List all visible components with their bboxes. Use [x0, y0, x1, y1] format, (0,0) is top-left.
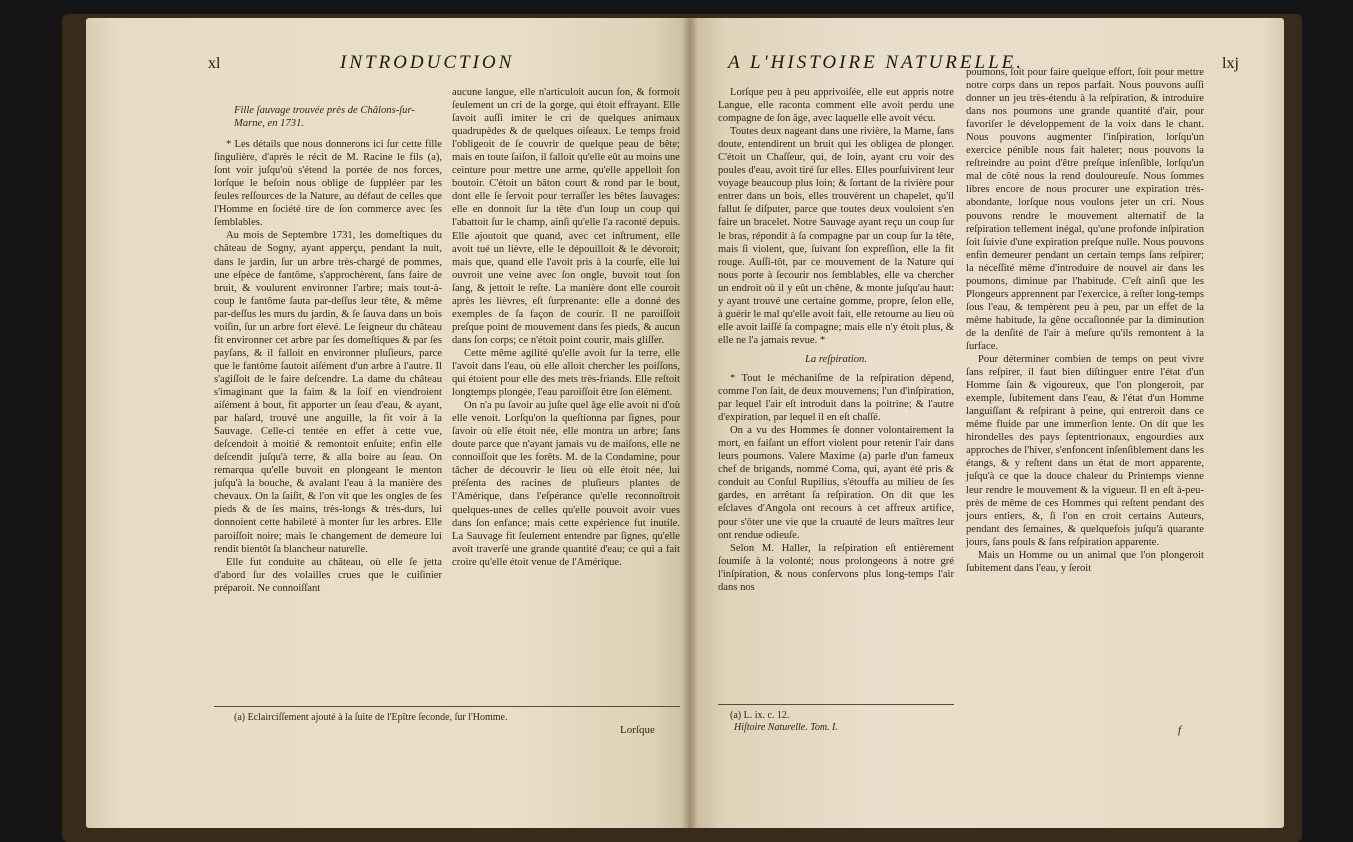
section-subheading: La reſpiration.: [804, 353, 867, 365]
right-footnote-title: Hiſtoire Naturelle. Tom. I.: [734, 722, 838, 733]
paragraph: * Les détails que nous donnerons ici ſur cette fille ſingulière, d'après le récit de M. Racine le fils (a), ſont voir juſqu'où s'étend la portée de nos forces, lorſque le beſoin nous oblige de ſuppléer par les ſeules reſſources de la Nature, au défaut de celles que l'Homme en ſociété tire de ſon commerce avec ſes ſemblables.: [214, 139, 442, 229]
paragraph: Selon M. Haller, la reſpiration eſt entièrement ſoumiſe à la volonté; nous prolongeons à notre gré l'inſpiration, & nous conſervons plus long-temps l'air dans nos: [718, 542, 954, 593]
paragraph: Mais un Homme ou un animal que l'on plongeroit ſubitement dans l'eau, y ſeroit: [966, 549, 1204, 574]
book-gutter: [682, 18, 698, 828]
paragraph: Pour déterminer combien de temps on peut vivre ſans reſpirer, il faut bien diſtinguer entre l'état d'un Homme ſain & vigoureux, que l'on plongeroit, par exemple, ſubitement dans l'eau, & l'état d'un Homme languiſſant & reſpirant à peine, qui entreroit dans ce même fluide par une immerſion lente. On dit que les hirondelles des pays ſeptentrionaux, engourdies aux approches de l'hiver, s'enfoncent inſenſiblement dans les étangs, & y reſtent dans un état de mort apparente, juſqu'à ce que la douce chaleur du Printemps vienne leur rendre le mouvement & la vigueur. Il en eſt à-peu-près de même de ces Hommes qui reſtent pendant des jours entiers, &, ſi l'on en croit certains Auteurs, pendant des ſemaines, & quelquefois juſqu'à quarante jours, ſans pouls & ſans reſpiration apparente.: [966, 354, 1204, 548]
left-footnote-rule: [214, 706, 680, 707]
paragraph: aucune langue, elle n'articuloit aucun ſon, & formoit ſeulement un cri de la gorge, qui étoit effrayant. Elle ſavoit auſſi imiter le cri de quelques animaux quadrupèdes & de quelques oiſeaux. Le temps froid l'obligeoit de ſe couvrir de quelque peau de bête; mais en toute ſaiſon, il falloit qu'elle eût au moins une ceinture pour mettre une arme, qu'elle appelloit ſon boutoir. C'étoit un bâton court & rond par le bout, dont elle ſe ſervoit pour terraſſer les bêtes ſauvages: elle en donnoit ſur la tête d'un loup un coup qui l'abattoit ſur le champ, ainſi qu'elle l'a raconté depuis. Elle ajoutoit que quand, avec cet inſtrument, elle avoit tué un lièvre, elle le dépouilloit & le dévoroit; mais que, quand elle l'avoit pris à la courſe, elle lui ouvroit une veine avec ſon ongle, buvoit tout ſon ſang, & jettoit le reſte. La manière dont elle couroit après les lièvres, eſt ſurprenante: elle a donné des exemples de ſa façon de courir. Il ne paroiſſoit preſque point de mouvement dans ſes pieds, & aucun dans ſon corps; ce n'étoit point courir, mais gliſſer.: [452, 87, 680, 346]
left-column-2: [452, 86, 680, 569]
left-footnote: (a) Eclairciſſement ajouté à la ſuite de l'Epître ſeconde, ſur l'Homme.: [234, 712, 508, 723]
left-column-1: [214, 104, 442, 595]
paragraph: Au mois de Septembre 1731, les domeſtiques du château de Sogny, ayant apperçu, pendant la nuit, dans le jardin, ſur un arbre très-chargé de pommes, une eſpèce de fantôme, s'approchèrent, ſans faire de bruit, & voulurent environner l'arbre; mais tout-à-coup le fantôme ſauta par-deſſus leur tête, & même par-deſſus les murs du jardin, & ſe ſauva dans un bois voiſin, ſur un arbre fort élevé. Le ſeigneur du château fit environner cet arbre par ſes domeſtiques & par ſes payſans, & il falloit en environner pluſieurs, parce que le fantôme ſautoit aiſément d'un arbre à l'autre. Il s'agiſſoit de le faire deſcendre. La dame du château s'imaginant que la faim & la ſoif en viendroient aiſément à bout, fit apporter un ſeau d'eau, & ayant, par haſard, trouvé une anguille, la fit voir à la Sauvage. Celle-ci tentée en effet à cette vue, deſcendoit à moitié & remontoit enſuite; enfin elle deſcendit juſqu'à terre, & alla boire au ſeau. On remarqua qu'elle buvoit en plongeant le menton juſqu'à la bouche, & avalant l'eau à la manière des chevaux. On la ſaiſit, & l'on vit que les ongles de ſes pieds & de ſes mains, très-longs & très-durs, lui donnoient cette habileté à monter ſur les arbres. Elle paroiſſoit noire; mais le changement de demeure lui rendit bientôt ſa blancheur naturelle.: [214, 230, 442, 555]
right-footnote-ref: (a) L. ix. c. 12.: [730, 710, 790, 721]
right-page-number: lxj: [1222, 55, 1239, 72]
paragraph: Elle fut conduite au château, où elle ſe jetta d'abord ſur des volailles crues que le cuiſinier préparoit. Ne connoiſſant: [214, 556, 442, 594]
left-page-number: xl: [208, 55, 221, 72]
paragraph: Toutes deux nageant dans une rivière, la Marne, ſans doute, entendirent un bruit qui les obligea de plonger. C'étoit un Chaſſeur, qui, de loin, ayant cru voir des poules d'eau, avoit tiré ſur elles. Elles pourſuivirent leur voyage beaucoup plus loin; & ſortant de la rivière pour entrer dans un bois, elles trouvèrent un chapelet, qu'il fallut ſe diſputer, parce que toutes deux vouloient s'en faire un bracelet. Notre Sauvage ayant reçu un coup ſur le bras, répondit à ſa compagne par un coup ſur la tête, mais ſi violent, que, ſuivant ſon expreſſion, elle la fit rouge. Auſſi-tôt, par ce mouvement de la Nature qui nous porte à ſecourir nos ſemblables, elle va chercher un endroit où il y eût un chêne, & monte juſqu'au haut: y ayant trouvé une certaine gomme, propre, ſelon elle, à guérir le mal qu'elle avoit fait, elle retourne au lieu où elle avoit laiſſé ſa compagne; mais elle n'y étoit plus, & elle ne l'a jamais revue. *: [718, 126, 954, 346]
paragraph: poumons, ſoit pour faire quelque effort, ſoit pour mettre notre corps dans un repos parfait. Nous pouvons auſſi donner un jeu très-étendu à la reſpiration, & introduire dans nos poumons une grande quantité d'air, pour favoriſer le développement de la voix dans le chant. Nous pouvons augmenter l'inſpiration, lorſqu'un exercice pénible nous fait haleter; nous pouvons la reſtreindre au point d'être preſque inſenſible, lorſqu'un mal de côté nous la rend douloureuſe. Nous ſommes libres encore de nous procurer une expiration très-abondante, lorſque nous voulons jeter un cri. Nous pouvons rendre le mouvement alternatif de la reſpiration tellement inégal, qu'une profonde inſpiration ſoit ſuivie d'une expiration preſque nulle. Nous pouvons enfin demeurer pendant un certain temps ſans reſpirer; la néceſſité même d'introduire de nouvel air dans les poumons, diminue par l'habitude. C'eſt ainſi que les Plongeurs apprennent par l'exercice, à reſter long-temps ſous l'eau, & tempèrent peu à peu, par un effet de la même habitude, la gêne occaſionnée par la diminution de la denſité de l'air à meſure qu'ils remontent à la ſurface.: [966, 67, 1204, 352]
paragraph: On n'a pu ſavoir au juſte quel âge elle avoit ni d'où elle venoit. Lorſqu'on la queſtionna par ſignes, pour ſavoir où elle étoit née, elle montra un arbre; ſans doute parce que n'ayant jamais vu de maiſons, elle ne connoiſſoit que les forêts. M. de la Condamine, pour tâcher de découvrir le lieu où elle étoit née, lui préſenta des racines de pluſieurs plantes de l'Amérique, dans l'eſpérance qu'elle reconnoîtroit quelques-unes de celles qu'elle pouvoit avoir vues dans ſon enfance; mais cette expérience fut inutile. La Sauvage fit ſeulement entendre par ſignes, qu'elle avoit traverſé une grande quantité d'eau; ce qui a fait croire qu'elle étoit venue de l'Amérique.: [452, 400, 680, 568]
right-column-1: [718, 86, 954, 594]
paragraph: On a vu des Hommes ſe donner volontairement la mort, en faiſant un effort violent pour retenir l'air dans leurs poumons. Valere Maxime (a) parle d'un fameux chef de brigands, nommé Coma, qui, ayant été pris & conduit au Conſul Rupilius, s'étouffa au milieu de ſes gardes, en arrêtant ſa reſpiration. On dit que les eſclaves d'Angola ont recours à cet affreux artifice, pour s'ôter une vie que la cruauté de leurs maîtres leur ont rendue odieuſe.: [718, 425, 954, 541]
right-footnote-rule: [718, 704, 954, 705]
paragraph: * Tout le méchaniſme de la reſpiration dépend, comme l'on ſait, de deux mouvemens; l'un d'inſpiration, par lequel l'air eſt introduit dans la poitrine; & l'autre d'expiration, par lequel il en eſt chaſſé.: [718, 372, 954, 424]
paragraph: Lorſque peu à peu apprivoiſée, elle eut appris notre Langue, elle raconta comment elle avoit perdu une compagne de ſon âge, avec laquelle elle avoit vécu.: [718, 87, 954, 125]
left-catchword: Lorſque: [620, 724, 655, 736]
left-running-head: INTRODUCTION: [340, 52, 515, 73]
right-running-head: A L'HISTOIRE NATURELLE.: [728, 52, 1024, 73]
paragraph: Cette même agilité qu'elle avoit ſur la terre, elle l'avoit dans l'eau, où elle alloit chercher les poiſſons, qui étoient pour elle des mets très-friands. Elle reſtoit longtemps plongée, l'eau paroiſſoit être ſon élément.: [452, 347, 680, 399]
section-caption: Fille ſauvage trouvée près de Châlons-ſur-Marne, en 1731.: [234, 105, 415, 130]
right-signature-mark: f: [1178, 724, 1182, 736]
right-column-2: [966, 66, 1204, 575]
